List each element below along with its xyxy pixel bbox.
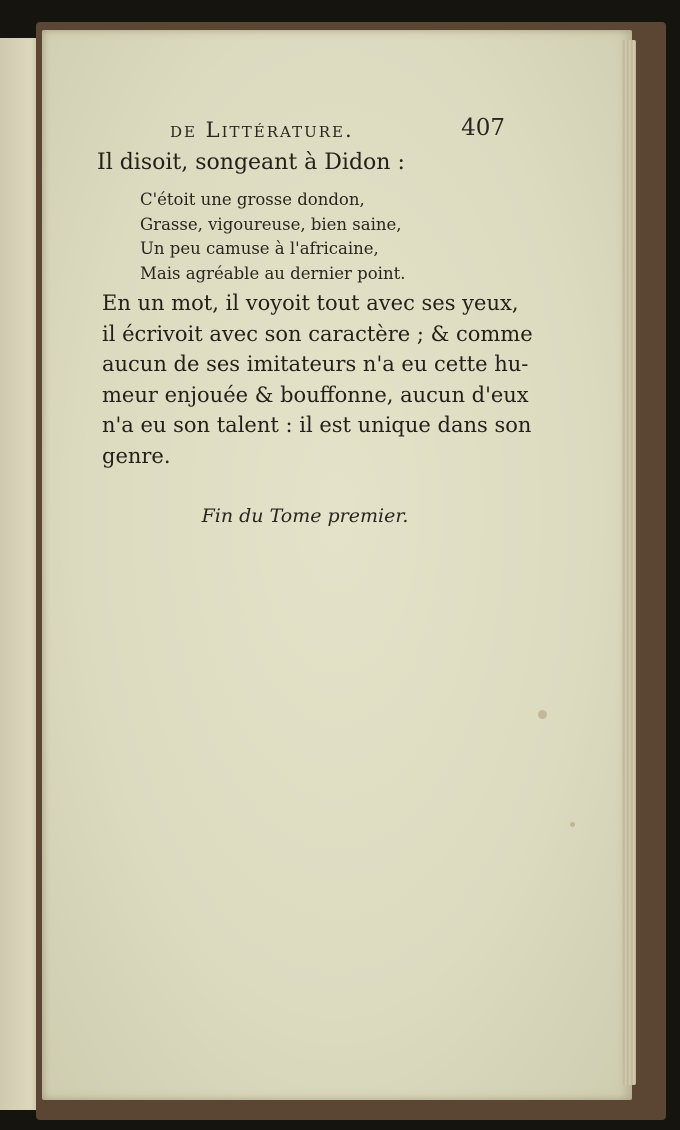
paper-speck	[538, 710, 547, 719]
prose-line: n'a eu son talent : il est unique dans son	[102, 413, 532, 437]
page-stack-edge	[622, 40, 636, 1085]
prose-line: En un mot, il voyoit tout avec ses yeux,	[102, 291, 519, 315]
prose-line: meur enjouée & bouffonne, aucun d'eux	[102, 382, 529, 407]
verse-line: C'étoit une grosse dondon,	[140, 190, 365, 209]
intro-line: Il disoit, songeant à Didon :	[97, 150, 405, 175]
prose-paragraph	[102, 288, 533, 471]
verse-line: Grasse, vigoureuse, bien saine,	[140, 214, 402, 234]
prose-line: aucun de ses imitateurs n'a eu cette hu-	[102, 352, 529, 376]
paper-speck	[570, 822, 575, 827]
prose-line: il écrivoit avec son caractère ; & comme	[102, 321, 533, 346]
page-number: 407	[461, 115, 505, 141]
closing-line: Fin du Tome premier.	[201, 505, 409, 527]
running-header	[170, 115, 515, 142]
verse-line: Un peu camuse à l'africaine,	[140, 239, 379, 258]
verse-block	[140, 188, 405, 286]
running-title: de Littérature.	[170, 118, 354, 142]
verse-line: Mais agréable au dernier point.	[140, 263, 406, 283]
prose-line: genre.	[102, 443, 171, 468]
